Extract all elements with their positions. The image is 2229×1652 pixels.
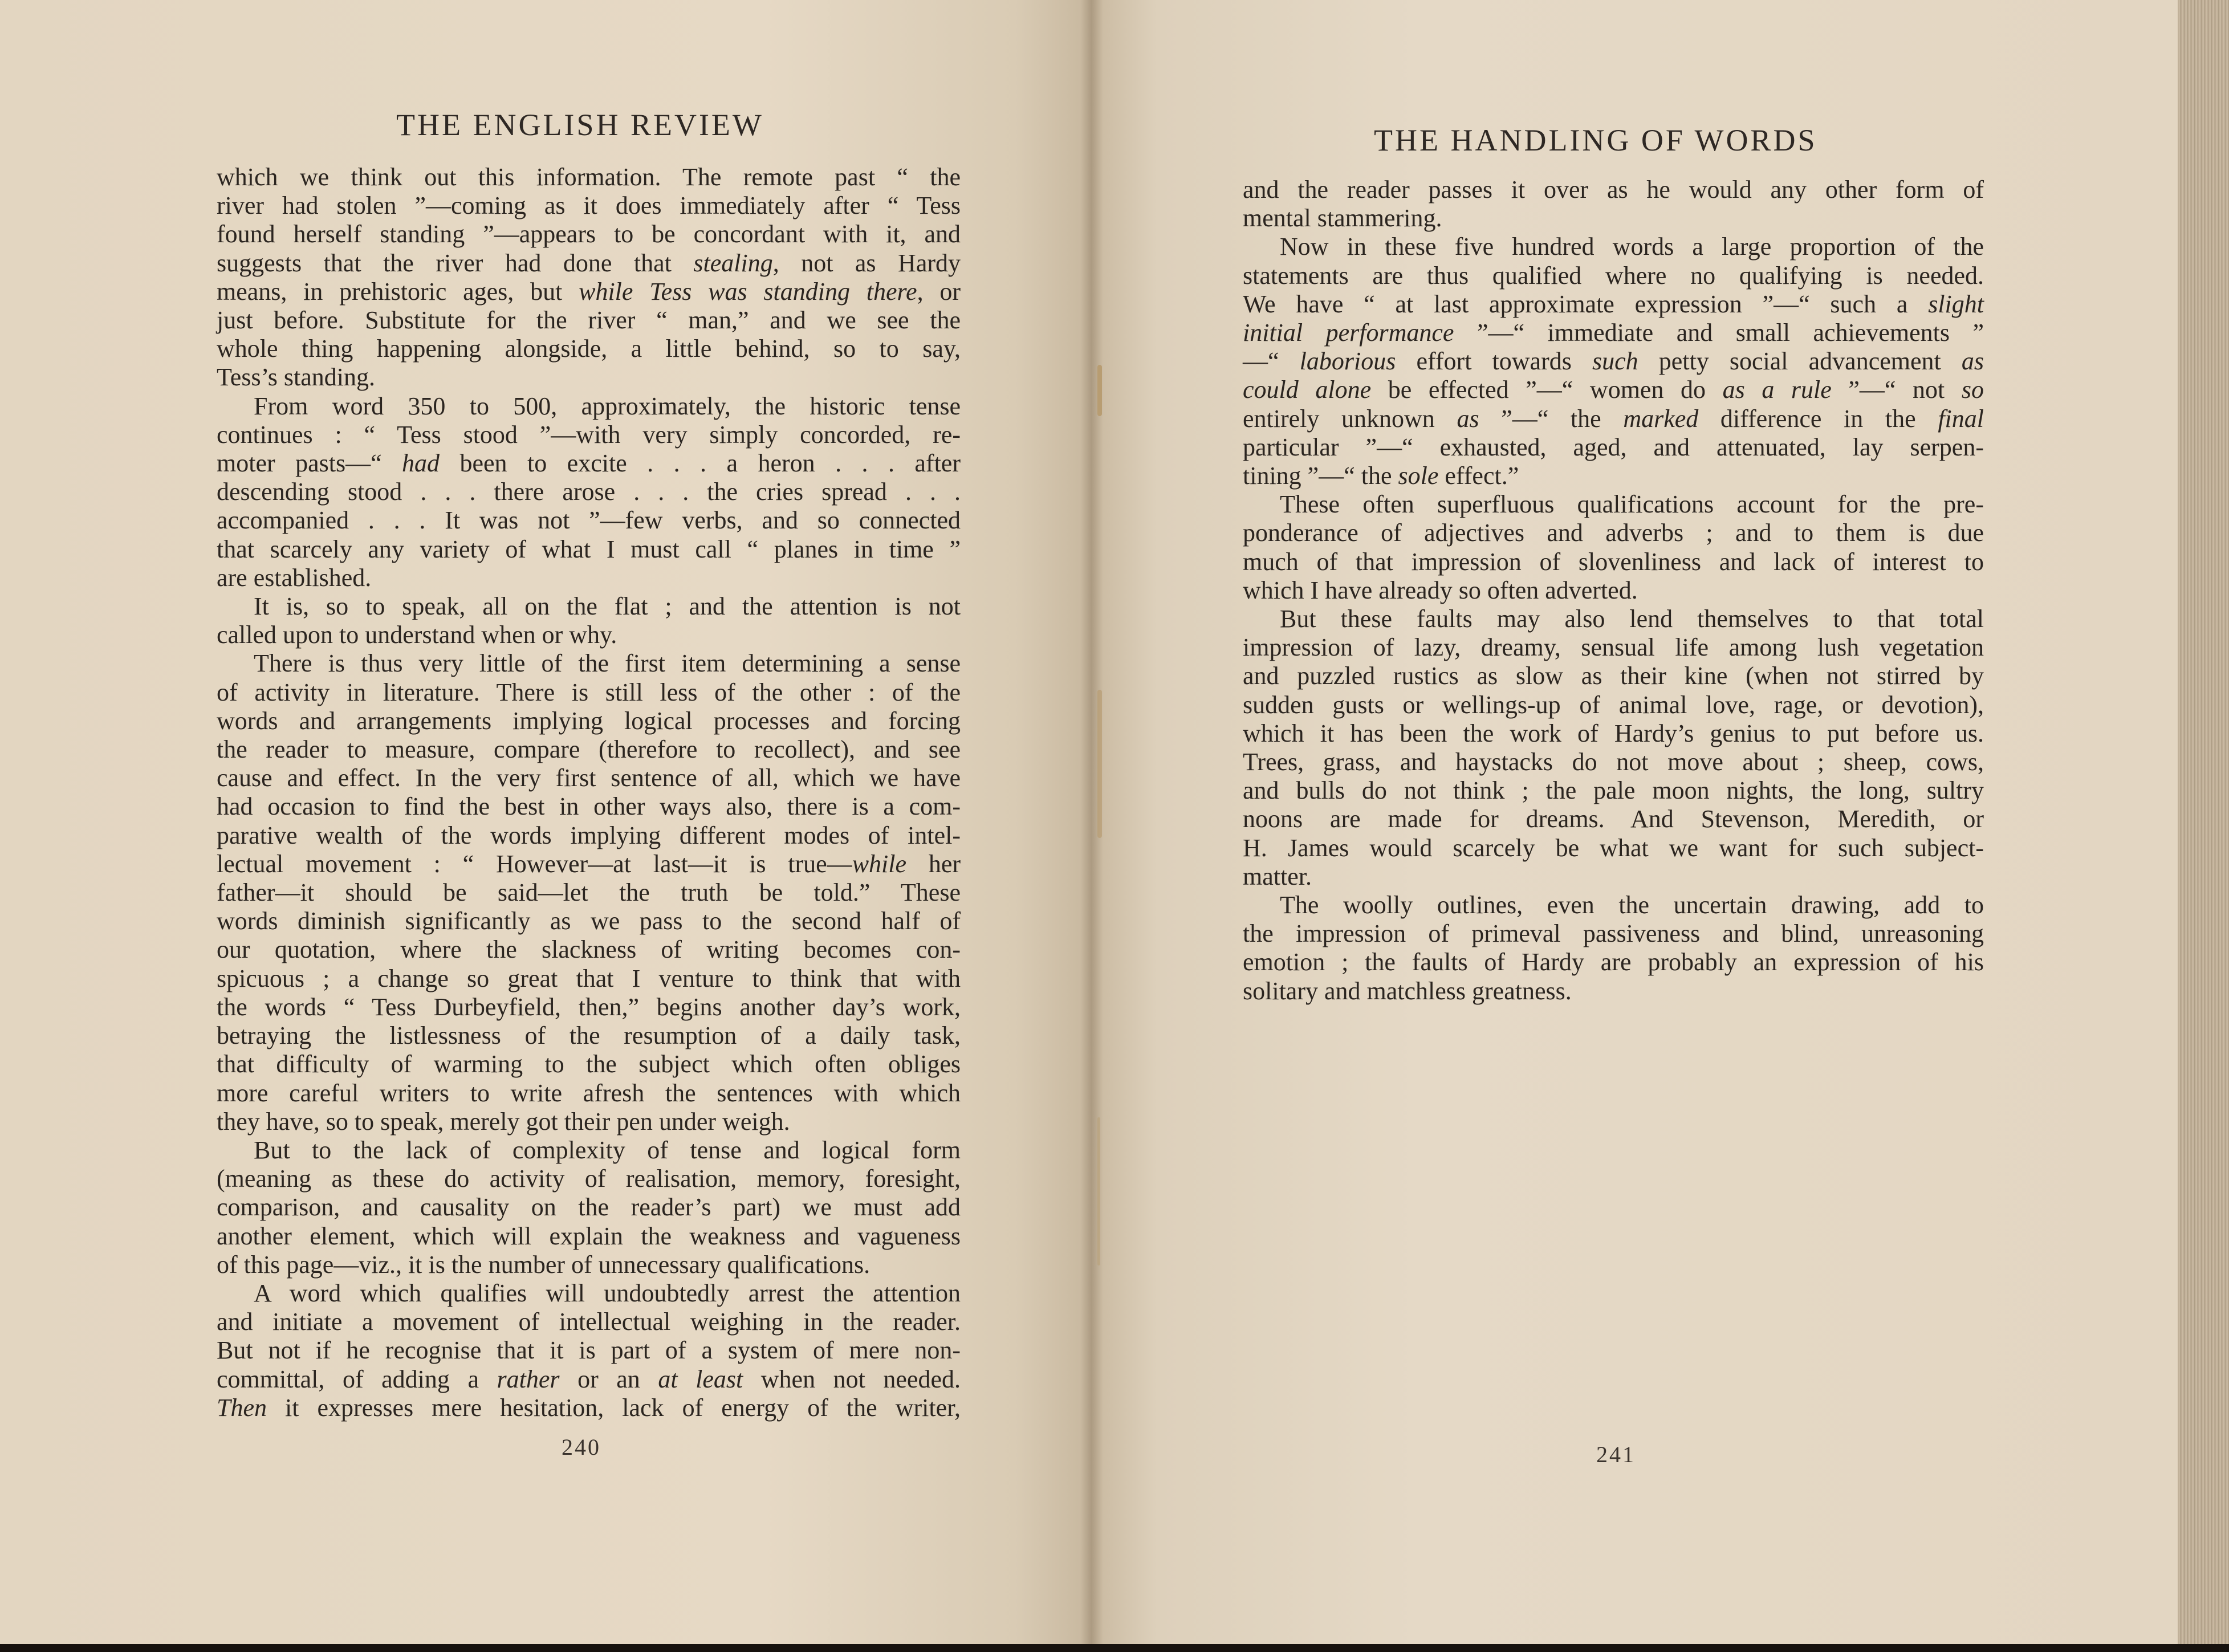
text-line: It is, so to speak, all on the flat ; and the attention is not [254,592,961,621]
bottom-edge-shadow [0,1644,2229,1652]
text-line: noons are made for dreams. And Stevenson, Meredith, or [1243,805,1984,833]
text-line: words diminish significantly as we pass to the second half of [217,907,961,935]
text-line: emotion ; the faults of Hardy are probably an expression of his [1243,948,1984,976]
text-line: that scarcely any variety of what I must call “ planes in time ” [217,535,961,563]
text-line: solitary and matchless greatness. [1243,976,1572,1005]
text-line: called upon to understand when or why. [217,621,617,649]
right-page [1092,0,2178,1652]
text-line: But these faults may also lend themselves to that total [1280,605,1984,633]
text-line: they have, so to speak, merely got their pen under weigh. [217,1107,790,1136]
text-line: that difficulty of warming to the subject which often obliges [217,1050,961,1079]
text-line: Then it expresses mere hesitation, lack of energy of the writer, [217,1393,961,1422]
text-line: and the reader passes it over as he would any other form of [1243,176,1984,204]
text-line: (meaning as these do activity of realisation, memory, foresight, [217,1165,961,1193]
text-line: are established. [217,563,372,592]
text-line: But not if he recognise that it is part of a system of mere non- [217,1336,961,1365]
running-head-right: THE HANDLING OF WORDS [1374,123,1817,157]
left-page-text [217,163,961,1422]
text-line: the words “ Tess Durbeyfield, then,” begins another day’s work, [217,992,961,1021]
text-line: accompanied . . . It was not ”—few verbs, and so connected [217,506,961,535]
text-line: A word which qualifies will undoubtedly arrest the attention [254,1279,961,1307]
right-page-text [1243,176,1984,1006]
text-line: —“ laborious effort towards such petty social advancement as [1243,347,1984,376]
left-page [0,0,1092,1652]
text-line: The woolly outlines, even the uncertain drawing, add to [1280,891,1984,919]
text-line: Trees, grass, and haystacks do not move about ; sheep, cows, [1243,748,1984,776]
text-line: betraying the listlessness of the resumption of a daily task, [217,1022,961,1050]
text-line: entirely unknown as ”—“ the marked difference in the final [1243,404,1984,433]
text-line: comparison, and causality on the reader’s part) we must add [217,1193,961,1222]
folio-left: 240 [562,1434,601,1460]
text-line: suggests that the river had done that stealing, not as Hardy [217,249,961,277]
text-line: could alone be effected ”—“ women do as a rule ”—“ not so [1243,376,1984,404]
running-head-left: THE ENGLISH REVIEW [396,108,764,142]
text-line: means, in prehistoric ages, but while Tess was standing there, or [217,277,961,306]
text-line: But to the lack of complexity of tense and logical form [254,1136,961,1164]
text-line: of this page—viz., it is the number of unnecessary qualifications. [217,1250,871,1279]
text-line: which I have already so often adverted. [1243,576,1638,604]
binding-stitch [1097,365,1102,416]
text-line: These often superfluous qualifications account for the pre- [1280,490,1984,519]
text-line: From word 350 to 500, approximately, the historic tense [254,392,961,420]
text-line: words and arrangements implying logical processes and forcing [217,706,961,735]
text-line: committal, of adding a rather or an at least when not needed. [217,1365,961,1393]
text-line: the impression of primeval passiveness and blind, unreasoning [1243,919,1984,948]
text-line: and puzzled rustics as slow as their kine (when not stirred by [1243,662,1984,690]
text-line: continues : “ Tess stood ”—with very simply concorded, re- [217,420,961,449]
binding-stitch [1097,1117,1100,1266]
text-line: Tess’s standing. [217,363,376,392]
binding-stitch [1097,690,1102,838]
text-line: and initiate a movement of intellectual weighing in the reader. [217,1308,961,1336]
text-line: of activity in literature. There is still less of the other : of the [217,678,961,706]
text-line: tining ”—“ the sole effect.” [1243,462,1519,490]
text-line: particular ”—“ exhausted, aged, and attenuated, lay serpen- [1243,433,1984,461]
text-line: which we think out this information. The remote past “ the [217,163,961,191]
text-line: lectual movement : “ However—at last—it is true—while her [217,849,961,878]
text-line: cause and effect. In the very first sentence of all, which we have [217,764,961,792]
text-line: moter pasts—“ had been to excite . . . a heron . . . after [217,449,961,478]
text-line: mental stammering. [1243,204,1442,233]
text-line: statements are thus qualified where no qualifying is needed. [1243,261,1984,290]
text-line: impression of lazy, dreamy, sensual life among lush vegetation [1243,633,1984,662]
text-line: whole thing happening alongside, a little behind, so to say, [217,335,961,363]
text-line: river had stolen ”—coming as it does immediately after “ Tess [217,192,961,220]
text-line: sudden gusts or wellings-up of animal love, rage, or devotion), [1243,690,1984,719]
text-line: H. James would scarcely be what we want for such subject- [1243,833,1984,862]
text-line: ponderance of adjectives and adverbs ; and to them is due [1243,519,1984,547]
text-line: parative wealth of the words implying different modes of intel- [217,821,961,849]
text-line: the reader to measure, compare (therefore to recollect), and see [217,735,961,764]
text-line: There is thus very little of the first item determining a sense [254,649,961,678]
text-line: another element, which will explain the weakness and vagueness [217,1222,961,1250]
page-edges [2178,0,2229,1652]
text-line: and bulls do not think ; the pale moon nights, the long, sultry [1243,776,1984,805]
text-line: our quotation, where the slackness of writing becomes con- [217,935,961,964]
text-line: We have “ at last approximate expression ”—“ such a slight [1243,290,1984,318]
text-line: Now in these five hundred words a large proportion of the [1280,233,1984,261]
text-line: father—it should be said—let the truth be told.” These [217,878,961,907]
text-line: found herself standing ”—appears to be concordant with it, and [217,220,961,249]
text-line: more careful writers to write afresh the sentences with which [217,1079,961,1107]
text-line: much of that impression of slovenliness and lack of interest to [1243,547,1984,576]
text-line: spicuous ; a change so great that I venture to think that with [217,964,961,992]
text-line: had occasion to find the best in other ways also, there is a com- [217,792,961,821]
folio-right: 241 [1596,1442,1636,1467]
text-line: descending stood . . . there arose . . . the cries spread . . . [217,478,961,506]
text-line: initial performance ”—“ immediate and small achievements ” [1243,319,1984,347]
text-line: which it has been the work of Hardy’s genius to put before us. [1243,719,1984,747]
text-line: just before. Substitute for the river “ man,” and we see the [217,306,961,335]
text-line: matter. [1243,862,1312,890]
